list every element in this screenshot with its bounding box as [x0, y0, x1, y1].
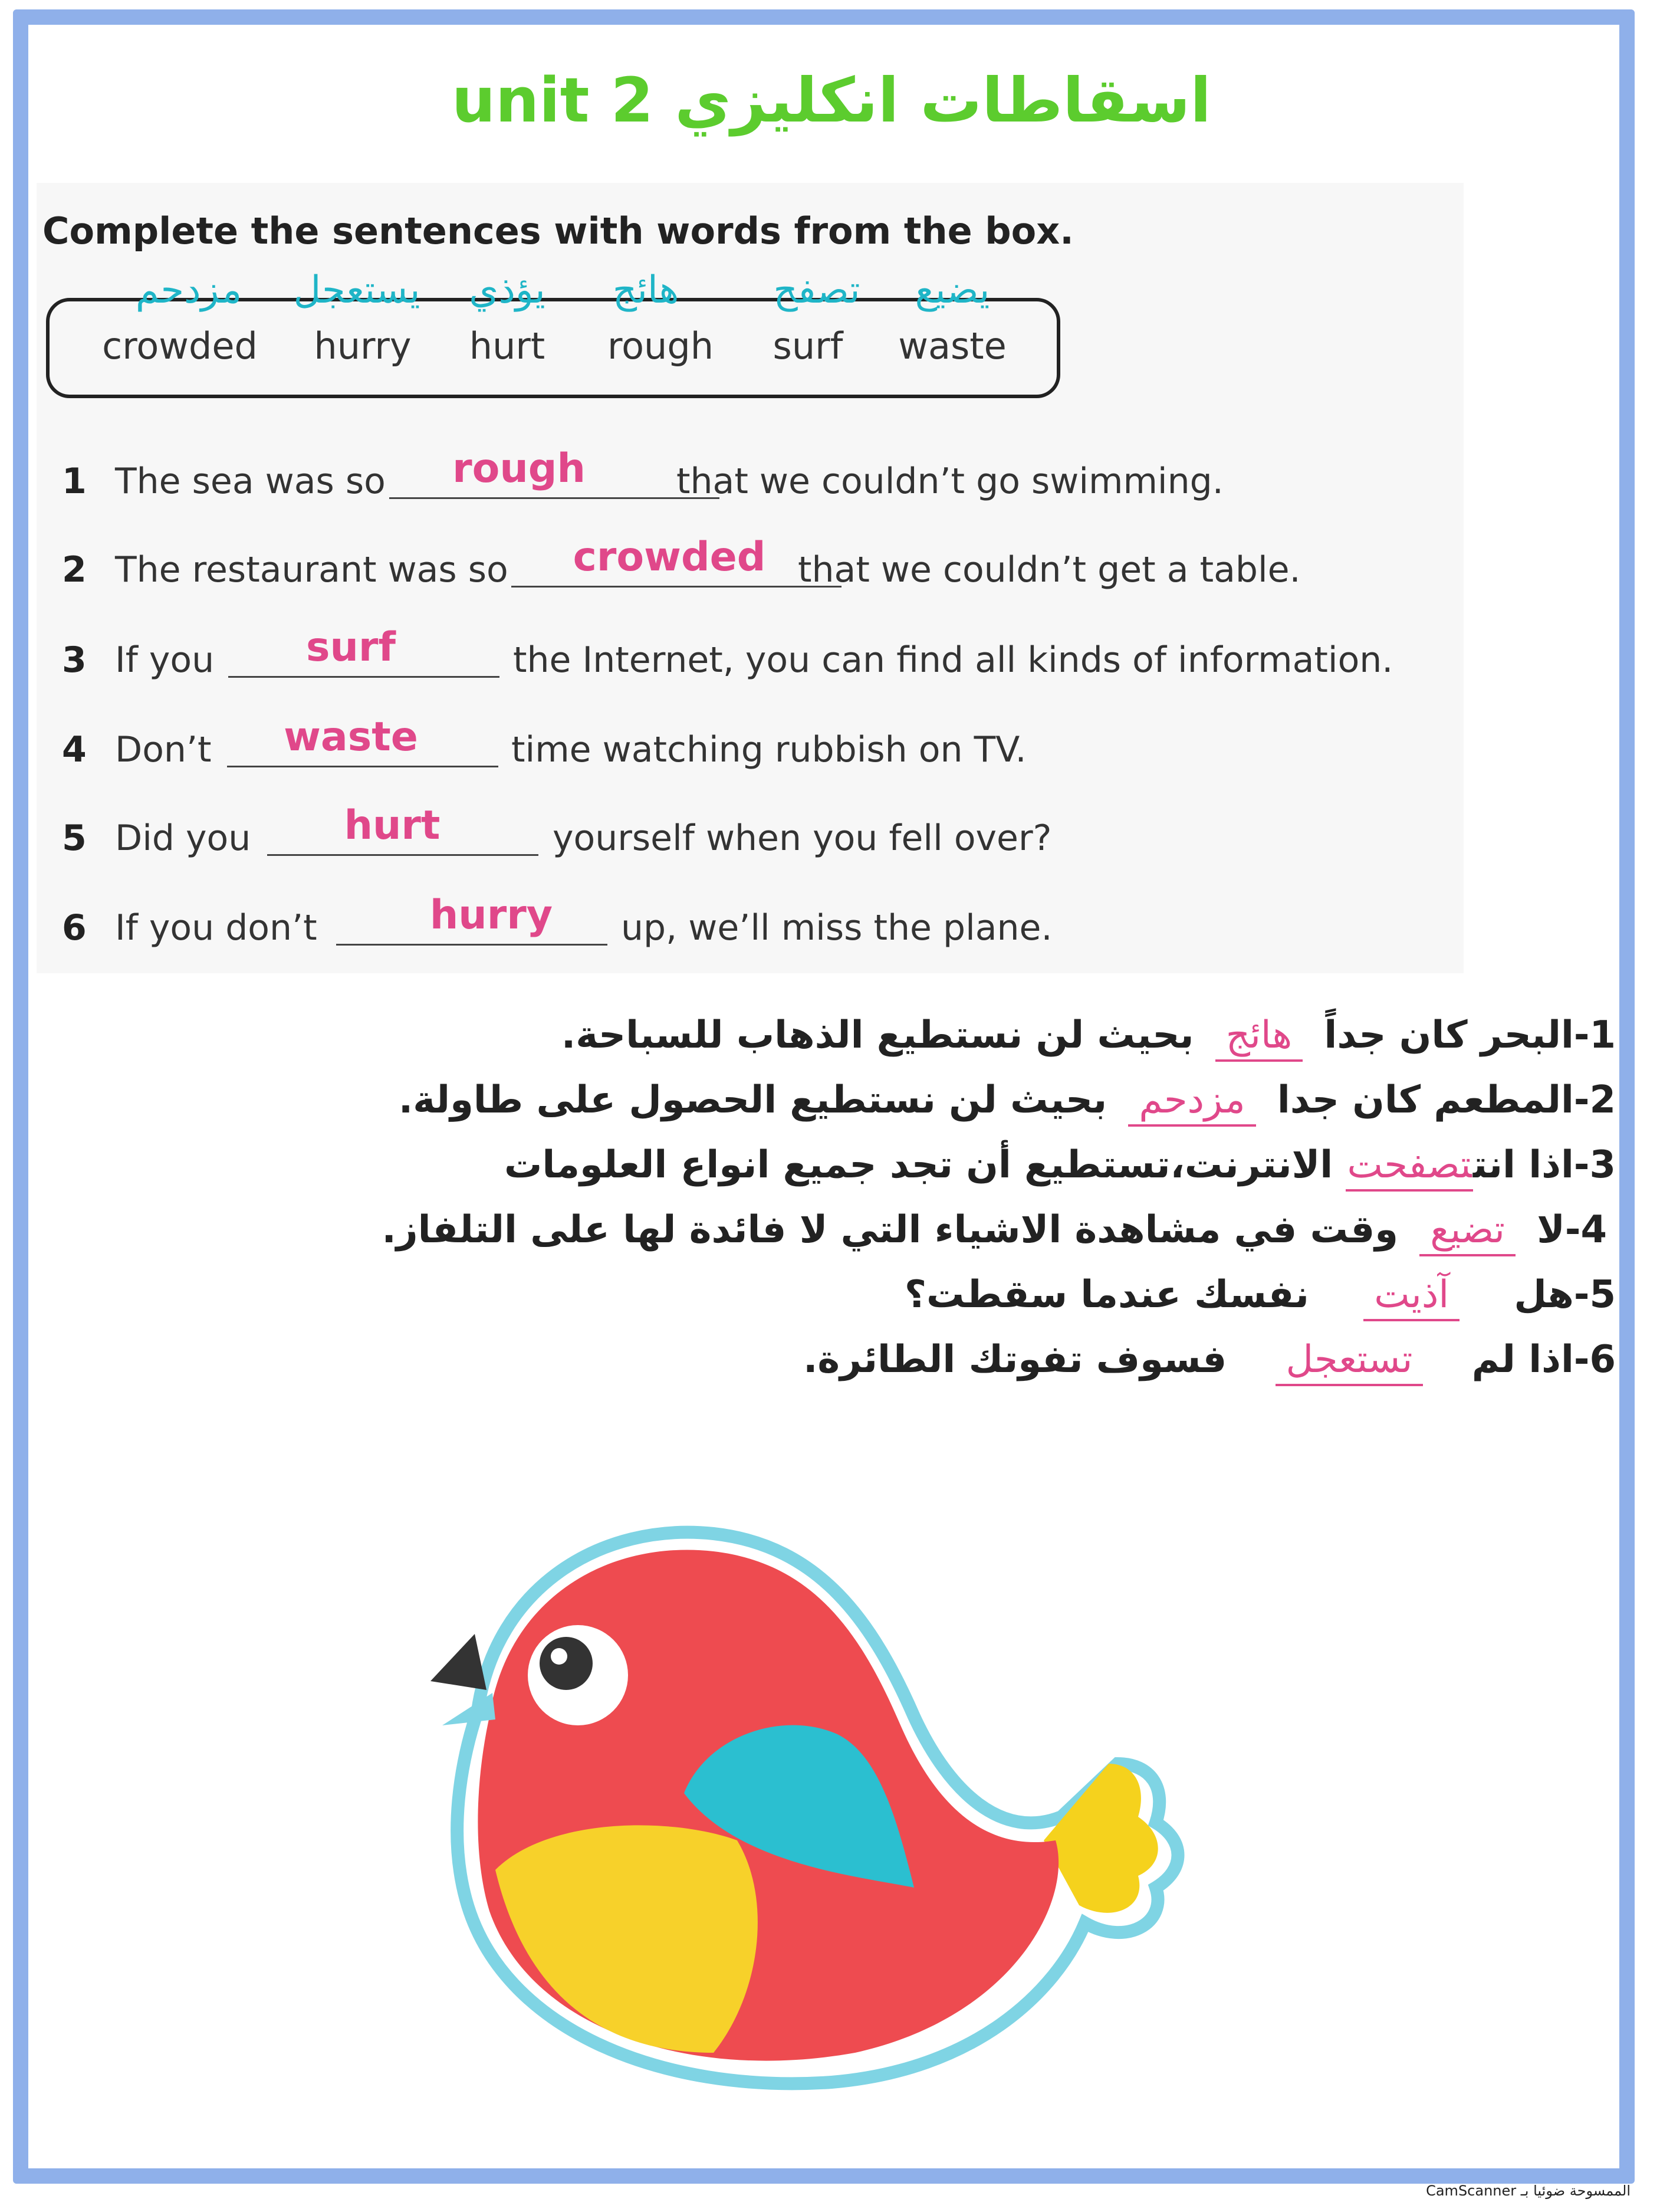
arabic-prefix: 5-هل — [1514, 1273, 1616, 1317]
arabic-sentence — [803, 1338, 1616, 1397]
answer-blank — [336, 944, 607, 946]
answer-word: rough — [452, 445, 586, 492]
arabic-answer: هائج — [1215, 1013, 1303, 1062]
word-box-arabic: مزدحم — [135, 268, 242, 312]
word-box-arabic: تصفح — [773, 268, 860, 312]
answer-word: crowded — [573, 534, 766, 580]
arabic-prefix: 3-اذا انت — [1472, 1143, 1616, 1187]
arabic-prefix: 6-اذا لم — [1471, 1338, 1616, 1381]
sentence-after: yourself when you fell over? — [553, 818, 1052, 859]
sentence-before: The sea was so — [115, 461, 386, 502]
sentence-number: 5 — [62, 818, 87, 859]
arabic-answer: آذيت — [1363, 1273, 1460, 1321]
arabic-suffix: الانترنت،تستطيع أن تجد جميع انواع العلومات — [504, 1143, 1333, 1187]
scanner-watermark: الممسوحة ضوئيا بـ CamScanner — [1426, 2183, 1631, 2199]
sentence-after: that we couldn’t get a table. — [798, 549, 1301, 590]
answer-blank — [511, 586, 841, 588]
arabic-suffix: نفسك عندما سقطت؟ — [904, 1273, 1309, 1317]
word-box-arabic: يؤذي — [469, 268, 545, 312]
word-box-english: surf — [773, 324, 843, 367]
sentence-after: the Internet, you can find all kinds of information. — [513, 639, 1393, 681]
arabic-answer: تصفحت — [1346, 1143, 1472, 1192]
answer-blank — [228, 676, 499, 678]
bird-beak — [430, 1634, 487, 1690]
arabic-sentence — [504, 1143, 1616, 1202]
answer-word: surf — [305, 624, 396, 671]
arabic-suffix: بحيث لن نستطيع الذهاب للسباحة. — [561, 1013, 1194, 1057]
sentence-number: 2 — [62, 549, 87, 590]
bird-illustration — [407, 1486, 1221, 2100]
bird-belly — [495, 1825, 758, 2053]
arabic-prefix: 2-المطعم كان جدا — [1277, 1078, 1616, 1122]
answer-blank — [227, 766, 498, 767]
sentence-before: If you — [115, 639, 215, 681]
sentence-number: 1 — [62, 461, 87, 502]
sentence-number: 6 — [62, 907, 87, 949]
sentence-before: Did you — [115, 818, 251, 859]
arabic-answer: مزدحم — [1128, 1078, 1255, 1127]
sentence-before: If you don’t — [115, 907, 317, 949]
arabic-sentence — [382, 1208, 1607, 1267]
arabic-sentence — [561, 1013, 1616, 1072]
sentence-number: 3 — [62, 639, 87, 681]
arabic-sentence — [905, 1273, 1616, 1332]
sentence-number: 4 — [62, 729, 87, 770]
word-box-english: hurry — [314, 324, 412, 367]
bird-eye-pupil — [540, 1637, 593, 1690]
arabic-suffix: وقت في مشاهدة الاشياء التي لا فائدة لها على التلفاز. — [382, 1208, 1398, 1252]
arabic-answer: تضيع — [1419, 1208, 1516, 1256]
word-box-english: waste — [898, 324, 1007, 367]
page-title: unit 2 اسقاطات انكليزي — [452, 64, 1211, 136]
word-box-english: hurt — [469, 324, 545, 367]
arabic-sentence — [399, 1078, 1616, 1137]
arabic-answer: تستعجل — [1276, 1338, 1424, 1386]
word-box-arabic: يستعجل — [293, 268, 420, 312]
sentence-after: that we couldn’t go swimming. — [676, 461, 1224, 502]
arabic-prefix: 4-لا — [1537, 1208, 1607, 1252]
sentence-after: time watching rubbish on TV. — [511, 729, 1027, 770]
answer-blank — [389, 497, 719, 499]
arabic-suffix: فسوف تفوتك الطائرة. — [803, 1338, 1227, 1381]
word-box-english: crowded — [102, 324, 258, 367]
sentence-before: Don’t — [115, 729, 212, 770]
answer-blank — [267, 854, 538, 856]
answer-word: waste — [284, 714, 418, 760]
word-box-english: rough — [607, 324, 714, 367]
answer-word: hurry — [429, 892, 553, 938]
arabic-prefix: 1-البحر كان جداً — [1324, 1013, 1616, 1057]
word-box-arabic: هائج — [612, 268, 679, 312]
arabic-suffix: بحيث لن نستطيع الحصول على طاولة. — [398, 1078, 1107, 1122]
bird-eye-shine — [551, 1648, 567, 1665]
sentence-before: The restaurant was so — [115, 549, 508, 590]
instruction-text: Complete the sentences with words from the box. — [42, 209, 1074, 252]
word-box-arabic: يضيع — [915, 268, 990, 312]
sentence-after: up, we’ll miss the plane. — [621, 907, 1053, 949]
answer-word: hurt — [344, 802, 441, 849]
